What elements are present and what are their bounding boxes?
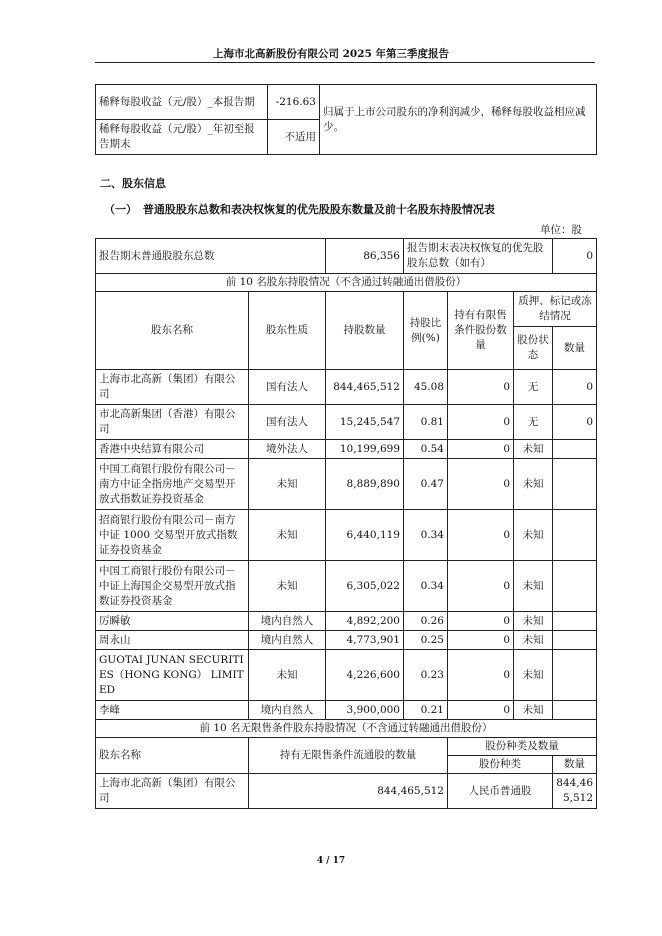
unrestricted-header-type-group: 股份种类及数量 bbox=[448, 738, 597, 756]
shareholder-nature: 境内自然人 bbox=[249, 701, 326, 720]
unrestricted-holder-type: 人民币普通股 bbox=[448, 774, 553, 809]
eps-value-ytd: 不适用 bbox=[268, 120, 320, 155]
shareholder-restricted: 0 bbox=[448, 440, 514, 459]
unrestricted-holder-name: 上海市北高新（集团）有限公司 bbox=[96, 774, 249, 809]
shareholder-pledge-status: 未知 bbox=[514, 612, 553, 631]
table-row bbox=[96, 459, 597, 510]
shareholder-quantity: 4,892,200 bbox=[326, 612, 404, 631]
total-holders-value: 86,356 bbox=[326, 239, 404, 274]
shareholder-pledge-count bbox=[553, 631, 597, 650]
unrestricted-header-name: 股东名称 bbox=[96, 738, 249, 774]
shareholder-nature: 未知 bbox=[249, 459, 326, 510]
header-nature: 股东性质 bbox=[249, 292, 326, 370]
section-subtitle: （一） 普通股股东总数和表决权恢复的优先股股东数量及前十名股东持股情况表 bbox=[104, 203, 495, 216]
shareholder-name: 中国工商银行股份有限公司－中证上海国企交易型开放式指数证券投资基金 bbox=[96, 561, 249, 612]
table-row bbox=[96, 650, 597, 701]
shareholder-quantity: 844,465,512 bbox=[326, 370, 404, 405]
table-row bbox=[96, 612, 597, 631]
eps-row-current bbox=[96, 85, 597, 120]
total-holders-label: 报告期末普通股股东总数 bbox=[96, 239, 326, 274]
shareholder-ratio: 0.34 bbox=[404, 510, 448, 561]
unrestricted-caption-row bbox=[96, 720, 597, 738]
shareholder-restricted: 0 bbox=[448, 405, 514, 440]
unrestricted-header-count: 数量 bbox=[553, 756, 597, 774]
shareholder-pledge-count: 0 bbox=[553, 405, 597, 440]
shareholder-nature: 国有法人 bbox=[249, 370, 326, 405]
shareholder-restricted: 0 bbox=[448, 510, 514, 561]
shareholder-quantity: 3,900,000 bbox=[326, 701, 404, 720]
table-row bbox=[96, 440, 597, 459]
shareholder-restricted: 0 bbox=[448, 561, 514, 612]
table-row bbox=[96, 510, 597, 561]
shareholder-name: 上海市北高新（集团）有限公司 bbox=[96, 370, 249, 405]
shareholder-ratio: 45.08 bbox=[404, 370, 448, 405]
shareholder-quantity: 15,245,547 bbox=[326, 405, 404, 440]
table-row bbox=[96, 405, 597, 440]
unrestricted-header-type: 股份种类 bbox=[448, 756, 553, 774]
shareholder-quantity: 6,305,022 bbox=[326, 561, 404, 612]
shareholder-ratio: 0.23 bbox=[404, 650, 448, 701]
shareholder-ratio: 0.81 bbox=[404, 405, 448, 440]
header-restricted: 持有有限售条件股份数量 bbox=[448, 292, 514, 370]
shareholder-quantity: 4,226,600 bbox=[326, 650, 404, 701]
shareholder-nature: 境内自然人 bbox=[249, 631, 326, 650]
header-pledge: 质押、标记或冻结情况 bbox=[514, 292, 597, 327]
unrestricted-holder-count: 844,465,512 bbox=[553, 774, 597, 809]
table-row bbox=[96, 370, 597, 405]
header-ratio: 持股比例(%) bbox=[404, 292, 448, 370]
shareholder-nature: 境内自然人 bbox=[249, 612, 326, 631]
top10-header-row bbox=[96, 292, 597, 327]
shareholder-pledge-status: 未知 bbox=[514, 631, 553, 650]
summary-row bbox=[96, 239, 597, 274]
shareholder-pledge-count bbox=[553, 612, 597, 631]
unrestricted-header-row bbox=[96, 738, 597, 756]
shareholder-ratio: 0.21 bbox=[404, 701, 448, 720]
shareholder-pledge-status: 无 bbox=[514, 370, 553, 405]
shareholder-name: GUOTAI JUNAN SECURITIES（HONG KONG） LIMITED bbox=[96, 650, 249, 701]
shareholder-quantity: 10,199,699 bbox=[326, 440, 404, 459]
shareholder-pledge-count bbox=[553, 561, 597, 612]
shareholder-ratio: 0.54 bbox=[404, 440, 448, 459]
shareholder-ratio: 0.47 bbox=[404, 459, 448, 510]
shareholder-pledge-count bbox=[553, 459, 597, 510]
eps-table bbox=[95, 84, 597, 155]
shareholder-name: 中国工商银行股份有限公司－南方中证全指房地产交易型开放式指数证券投资基金 bbox=[96, 459, 249, 510]
top10-caption: 前 10 名股东持股情况（不含通过转融通出借股份） bbox=[96, 274, 597, 292]
unrestricted-caption: 前 10 名无限售条件股东持股情况（不含通过转融通出借股份） bbox=[96, 720, 597, 738]
shareholder-pledge-status: 未知 bbox=[514, 650, 553, 701]
eps-label-current: 稀释每股收益（元/股）_本报告期 bbox=[96, 85, 268, 120]
page-number: 4 / 17 bbox=[316, 856, 346, 866]
shareholder-nature: 未知 bbox=[249, 510, 326, 561]
shareholder-quantity: 8,889,890 bbox=[326, 459, 404, 510]
shareholder-pledge-status: 未知 bbox=[514, 459, 553, 510]
shareholder-ratio: 0.26 bbox=[404, 612, 448, 631]
shareholder-quantity: 4,773,901 bbox=[326, 631, 404, 650]
shareholder-name: 招商银行股份有限公司－南方中证 1000 交易型开放式指数证券投资基金 bbox=[96, 510, 249, 561]
shareholder-ratio: 0.34 bbox=[404, 561, 448, 612]
shareholder-pledge-status: 未知 bbox=[514, 510, 553, 561]
shareholder-pledge-status: 未知 bbox=[514, 701, 553, 720]
section-title: 二、股东信息 bbox=[100, 177, 166, 190]
shareholder-pledge-count: 0 bbox=[553, 370, 597, 405]
shareholder-nature: 未知 bbox=[249, 650, 326, 701]
header-count: 数量 bbox=[553, 327, 597, 370]
shareholder-quantity: 6,440,119 bbox=[326, 510, 404, 561]
shareholder-pledge-count bbox=[553, 440, 597, 459]
shareholder-nature: 国有法人 bbox=[249, 405, 326, 440]
eps-reason: 归属于上市公司股东的净利润减少，稀释每股收益相应减少。 bbox=[320, 85, 597, 155]
shareholder-restricted: 0 bbox=[448, 631, 514, 650]
table-row bbox=[96, 631, 597, 650]
report-header-title: 上海市北高新股份有限公司 2025 年第三季度报告 bbox=[212, 48, 450, 60]
shareholder-pledge-status: 未知 bbox=[514, 561, 553, 612]
shareholder-nature: 未知 bbox=[249, 561, 326, 612]
header-status: 股份状态 bbox=[514, 327, 553, 370]
shareholder-pledge-count bbox=[553, 510, 597, 561]
shareholder-restricted: 0 bbox=[448, 650, 514, 701]
shareholder-restricted: 0 bbox=[448, 701, 514, 720]
shareholder-name: 市北高新集团（香港）有限公司 bbox=[96, 405, 249, 440]
shareholders-table bbox=[95, 238, 597, 809]
table-row bbox=[96, 561, 597, 612]
shareholder-restricted: 0 bbox=[448, 612, 514, 631]
header-name: 股东名称 bbox=[96, 292, 249, 370]
shareholder-pledge-count bbox=[553, 701, 597, 720]
shareholder-pledge-status: 无 bbox=[514, 405, 553, 440]
shareholder-restricted: 0 bbox=[448, 459, 514, 510]
table-row bbox=[96, 774, 597, 809]
header-divider bbox=[95, 62, 595, 63]
shareholder-name: 香港中央结算有限公司 bbox=[96, 440, 249, 459]
shareholder-name: 李峰 bbox=[96, 701, 249, 720]
shareholder-name: 周永山 bbox=[96, 631, 249, 650]
eps-label-ytd: 稀释每股收益（元/股）_年初至报告期末 bbox=[96, 120, 268, 155]
shareholder-nature: 境外法人 bbox=[249, 440, 326, 459]
shareholder-ratio: 0.25 bbox=[404, 631, 448, 650]
table-row bbox=[96, 701, 597, 720]
shareholder-pledge-status: 未知 bbox=[514, 440, 553, 459]
shareholder-pledge-count bbox=[553, 650, 597, 701]
unit-label: 单位：股 bbox=[540, 224, 582, 236]
unrestricted-holder-quantity: 844,465,512 bbox=[249, 774, 448, 809]
preferred-holders-label: 报告期末表决权恢复的优先股股东总数（如有） bbox=[404, 239, 553, 274]
preferred-holders-value: 0 bbox=[553, 239, 597, 274]
eps-value-current: -216.63 bbox=[268, 85, 320, 120]
shareholder-restricted: 0 bbox=[448, 370, 514, 405]
unrestricted-header-quantity: 持有无限售条件流通股的数量 bbox=[249, 738, 448, 774]
shareholder-name: 厉瞬敏 bbox=[96, 612, 249, 631]
top10-caption-row bbox=[96, 274, 597, 292]
header-quantity: 持股数量 bbox=[326, 292, 404, 370]
